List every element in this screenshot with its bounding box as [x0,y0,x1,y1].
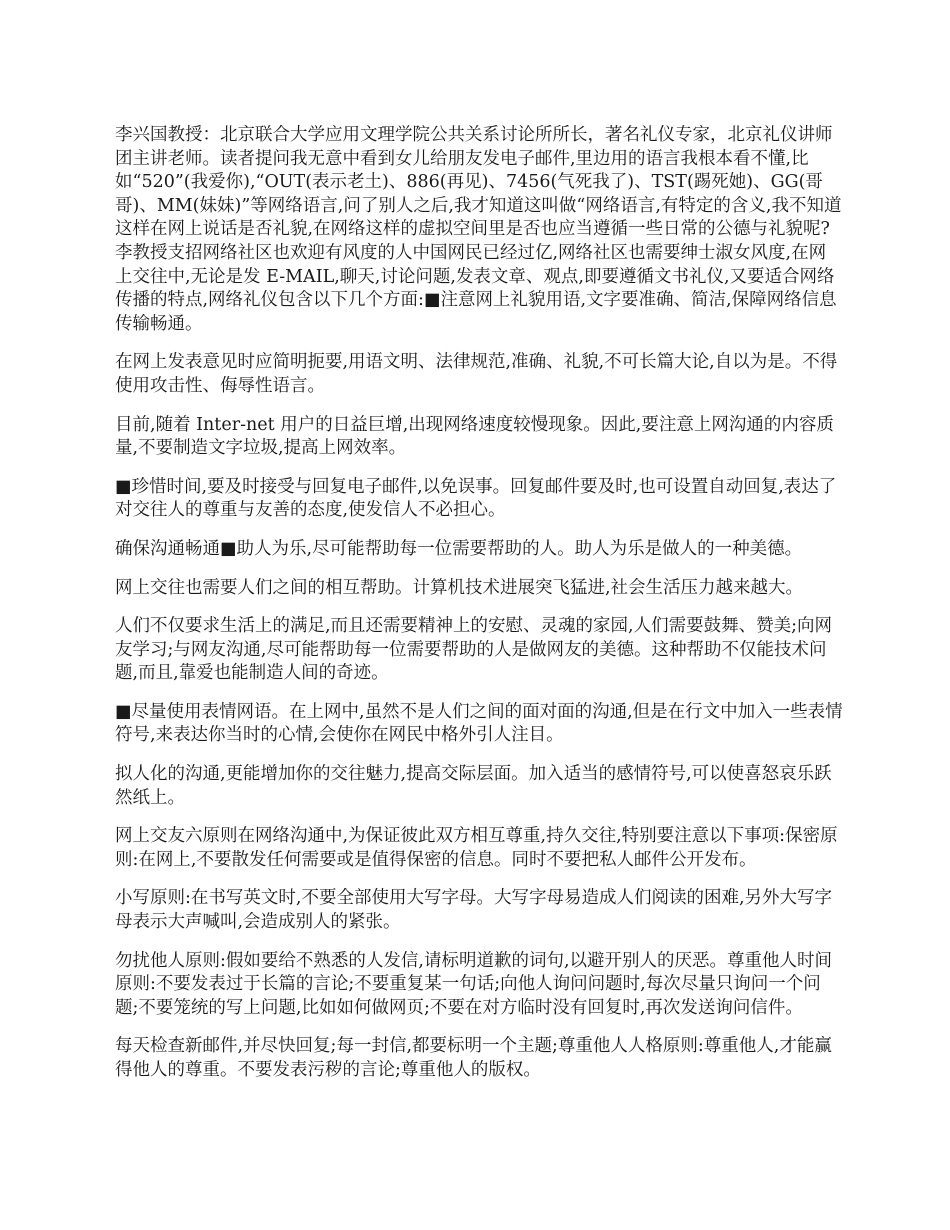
paragraph-help-others: 确保沟通畅通■助人为乐,尽可能帮助每一位需要帮助的人。助人为乐是做人的一种美德。 [115,538,803,559]
paragraph-spiritual-needs: 人们不仅要求生活上的满足,而且还需要精神上的安慰、灵魂的家园,人们需要鼓舞、赞美;向网友学习;与网友沟通,尽可能帮助每一位需要帮助的人是做网友的美德。这种帮助不仅能技术问题,而且,靠爱也能制造人间的奇迹。 [115,616,833,684]
paragraph-six-principles: 网上交友六原则在网络沟通中,为保证彼此双方相互尊重,持久交往,特别要注意以下事项:保密原则:在网上,不要散发任何需要或是值得保密的信息。同时不要把私人邮件公开发布。 [115,826,838,870]
paragraph-lowercase-rule: 小写原则:在书写英文时,不要全部使用大写字母。大写字母易造成人们阅读的困难,另外大写字母表示大声喊叫,会造成别人的紧张。 [115,888,833,933]
paragraph-do-not-disturb: 勿扰他人原则:假如要给不熟悉的人发信,请标明道歉的词句,以避开别人的厌恶。尊重他人时间原则:不要发表过于长篇的言论;不要重复某一句话;向他人询问问题时,每次尽量只询问一个问题;不要笼统的写上问题,比如如何做网页;不要在对方临时没有回复时,再次发送询问信件。 [115,950,833,1018]
paragraph-reply-email: ■珍惜时间,要及时接受与回复电子邮件,以免误事。回复邮件要及时,也可设置自动回复,表达了对交往人的尊重与友善的态度,使发信人不必担心。 [115,476,837,521]
paragraph-mutual-help: 网上交往也需要人们之间的相互帮助。计算机技术进展突飞猛进,社会生活压力越来越大。 [115,577,804,598]
paragraph-emoticons: ■尽量使用表情网语。在上网中,虽然不是人们之间的面对面的沟通,但是在行文中加入一些表情符号,来表达你当时的心情,会使你在网民中格外引人注目。 [115,701,843,746]
document-body [115,124,843,1098]
paragraph-personification: 拟人化的沟通,更能增加你的交往魅力,提高交际层面。加入适当的感情符号,可以使喜怒哀乐跃然纸上。 [115,764,832,808]
paragraph-concise-speech: 在网上发表意见时应简明扼要,用语文明、法律规范,准确、礼貌,不可长篇大论,自以为是。不得使用攻击性、侮辱性语言。 [115,352,838,396]
paragraph-respect-others: 每天检查新邮件,并尽快回复;每一封信,都要标明一个主题;尊重他人人格原则:尊重他人,才能赢得他人的尊重。不要发表污秽的言论;尊重他人的版权。 [115,1036,832,1080]
paragraph-network-efficiency: 目前,随着 Inter-net 用户的日益巨增,出现网络速度较慢现象。因此,要注意上网沟通的内容质量,不要制造文字垃圾,提高上网效率。 [115,414,834,459]
paragraph-intro: 李兴国教授：北京联合大学应用文理学院公共关系讨论所所长，著名礼仪专家，北京礼仪讲师团主讲老师。读者提问我无意中看到女儿给朋友发电子邮件,里边用的语言我根本看不懂,比如“520”(我爱你),“OUT(表示老土)、886(再见)、7456(气死我了)、TST(踢死她)、GG(哥哥)、MM(妹妹)”等网络语言,问了别人之后,我才知道这叫做“网络语言,有特定的含义,我不知道这样在网上说话是否礼貌,在网络这样的虚拟空间里是否也应当遵循一些日常的公德与礼貌呢?李教授支招网络社区也欢迎有风度的人中国网民已经过亿,网络社区也需要绅士淑女风度,在网上交往中,无论是发 E-MAIL,聊天,讨论问题,发表文章、观点,即要遵循文书礼仪,又要适合网络传播的特点,网络礼仪包含以下几个方面:■注意网上礼貌用语,文字要准确、简洁,保障网络信息传输畅通。 [115,125,842,334]
